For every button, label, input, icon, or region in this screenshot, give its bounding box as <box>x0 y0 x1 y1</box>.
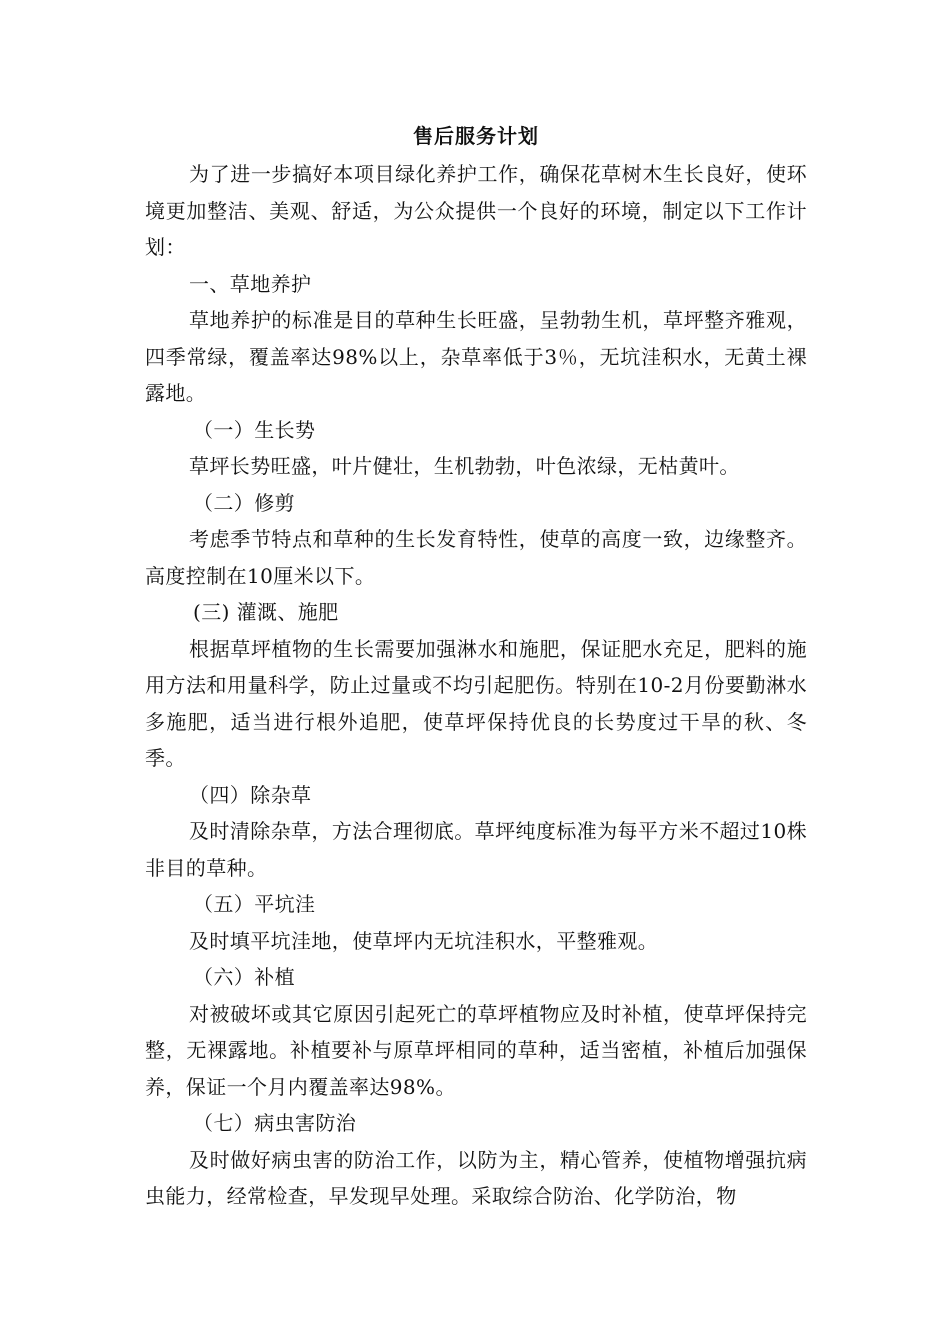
item-heading-trimming: （二）修剪 <box>193 490 295 515</box>
item-paragraph-weeding: 及时清除杂草，方法合理彻底。草坪纯度标准为每平方米不超过10株非目的草种。 <box>145 819 807 880</box>
item-heading-replanting: （六）补植 <box>193 965 295 989</box>
section-paragraph-lawn-care: 草地养护的标准是目的草种生长旺盛，呈勃勃生机，草坪整齐雅观，四季常绿，覆盖率达98%以上，杂草率低于3％，无坑洼积水，无黄土裸露地。 <box>145 308 807 405</box>
item-heading-irrigation: (三) 灌溉、施肥 <box>193 600 339 624</box>
item-heading-leveling: （五）平坑洼 <box>193 892 316 916</box>
item-heading-weeding: （四）除杂草 <box>189 782 312 807</box>
item-paragraph-growth: 草坪长势旺盛，叶片健壮，生机勃勃，叶色浓绿，无枯黄叶。 <box>189 454 740 478</box>
document-page <box>145 118 807 1215</box>
item-paragraph-irrigation: 根据草坪植物的生长需要加强淋水和施肥，保证肥水充足，肥料的施用方法和用量科学，防止过量或不均引起肥伤。特别在10-2月份要勤淋水多施肥，适当进行根外追肥，使草坪保持优良的长势度过干旱的秋、冬季。 <box>145 636 807 770</box>
item-paragraph-leveling: 及时填平坑洼地，使草坪内无坑洼积水，平整雅观。 <box>189 928 659 953</box>
section-heading-lawn-care: 一、草地养护 <box>189 271 312 296</box>
item-paragraph-pest-control: 及时做好病虫害的防治工作，以防为主，精心管养，使植物增强抗病虫能力，经常检查，早发现早处理。采取综合防治、化学防治，物 <box>145 1147 807 1208</box>
item-paragraph-trimming: 考虑季节特点和草种的生长发育特性，使草的高度一致，边缘整齐。高度控制在10厘米以下。 <box>145 527 807 588</box>
item-heading-growth: （一）生长势 <box>193 417 316 442</box>
document-title: 售后服务计划 <box>413 124 539 148</box>
item-heading-pest-control: （七）病虫害防治 <box>193 1111 357 1135</box>
intro-paragraph: 为了进一步搞好本项目绿化养护工作，确保花草树木生长良好，使环境更加整洁、美观、舒适，为公众提供一个良好的环境，制定以下工作计划： <box>145 162 807 259</box>
item-paragraph-replanting: 对被破坏或其它原因引起死亡的草坪植物应及时补植，使草坪保持完整，无裸露地。补植要补与原草坪相同的草种，适当密植，补植后加强保养，保证一个月内覆盖率达98%。 <box>145 1001 807 1099</box>
